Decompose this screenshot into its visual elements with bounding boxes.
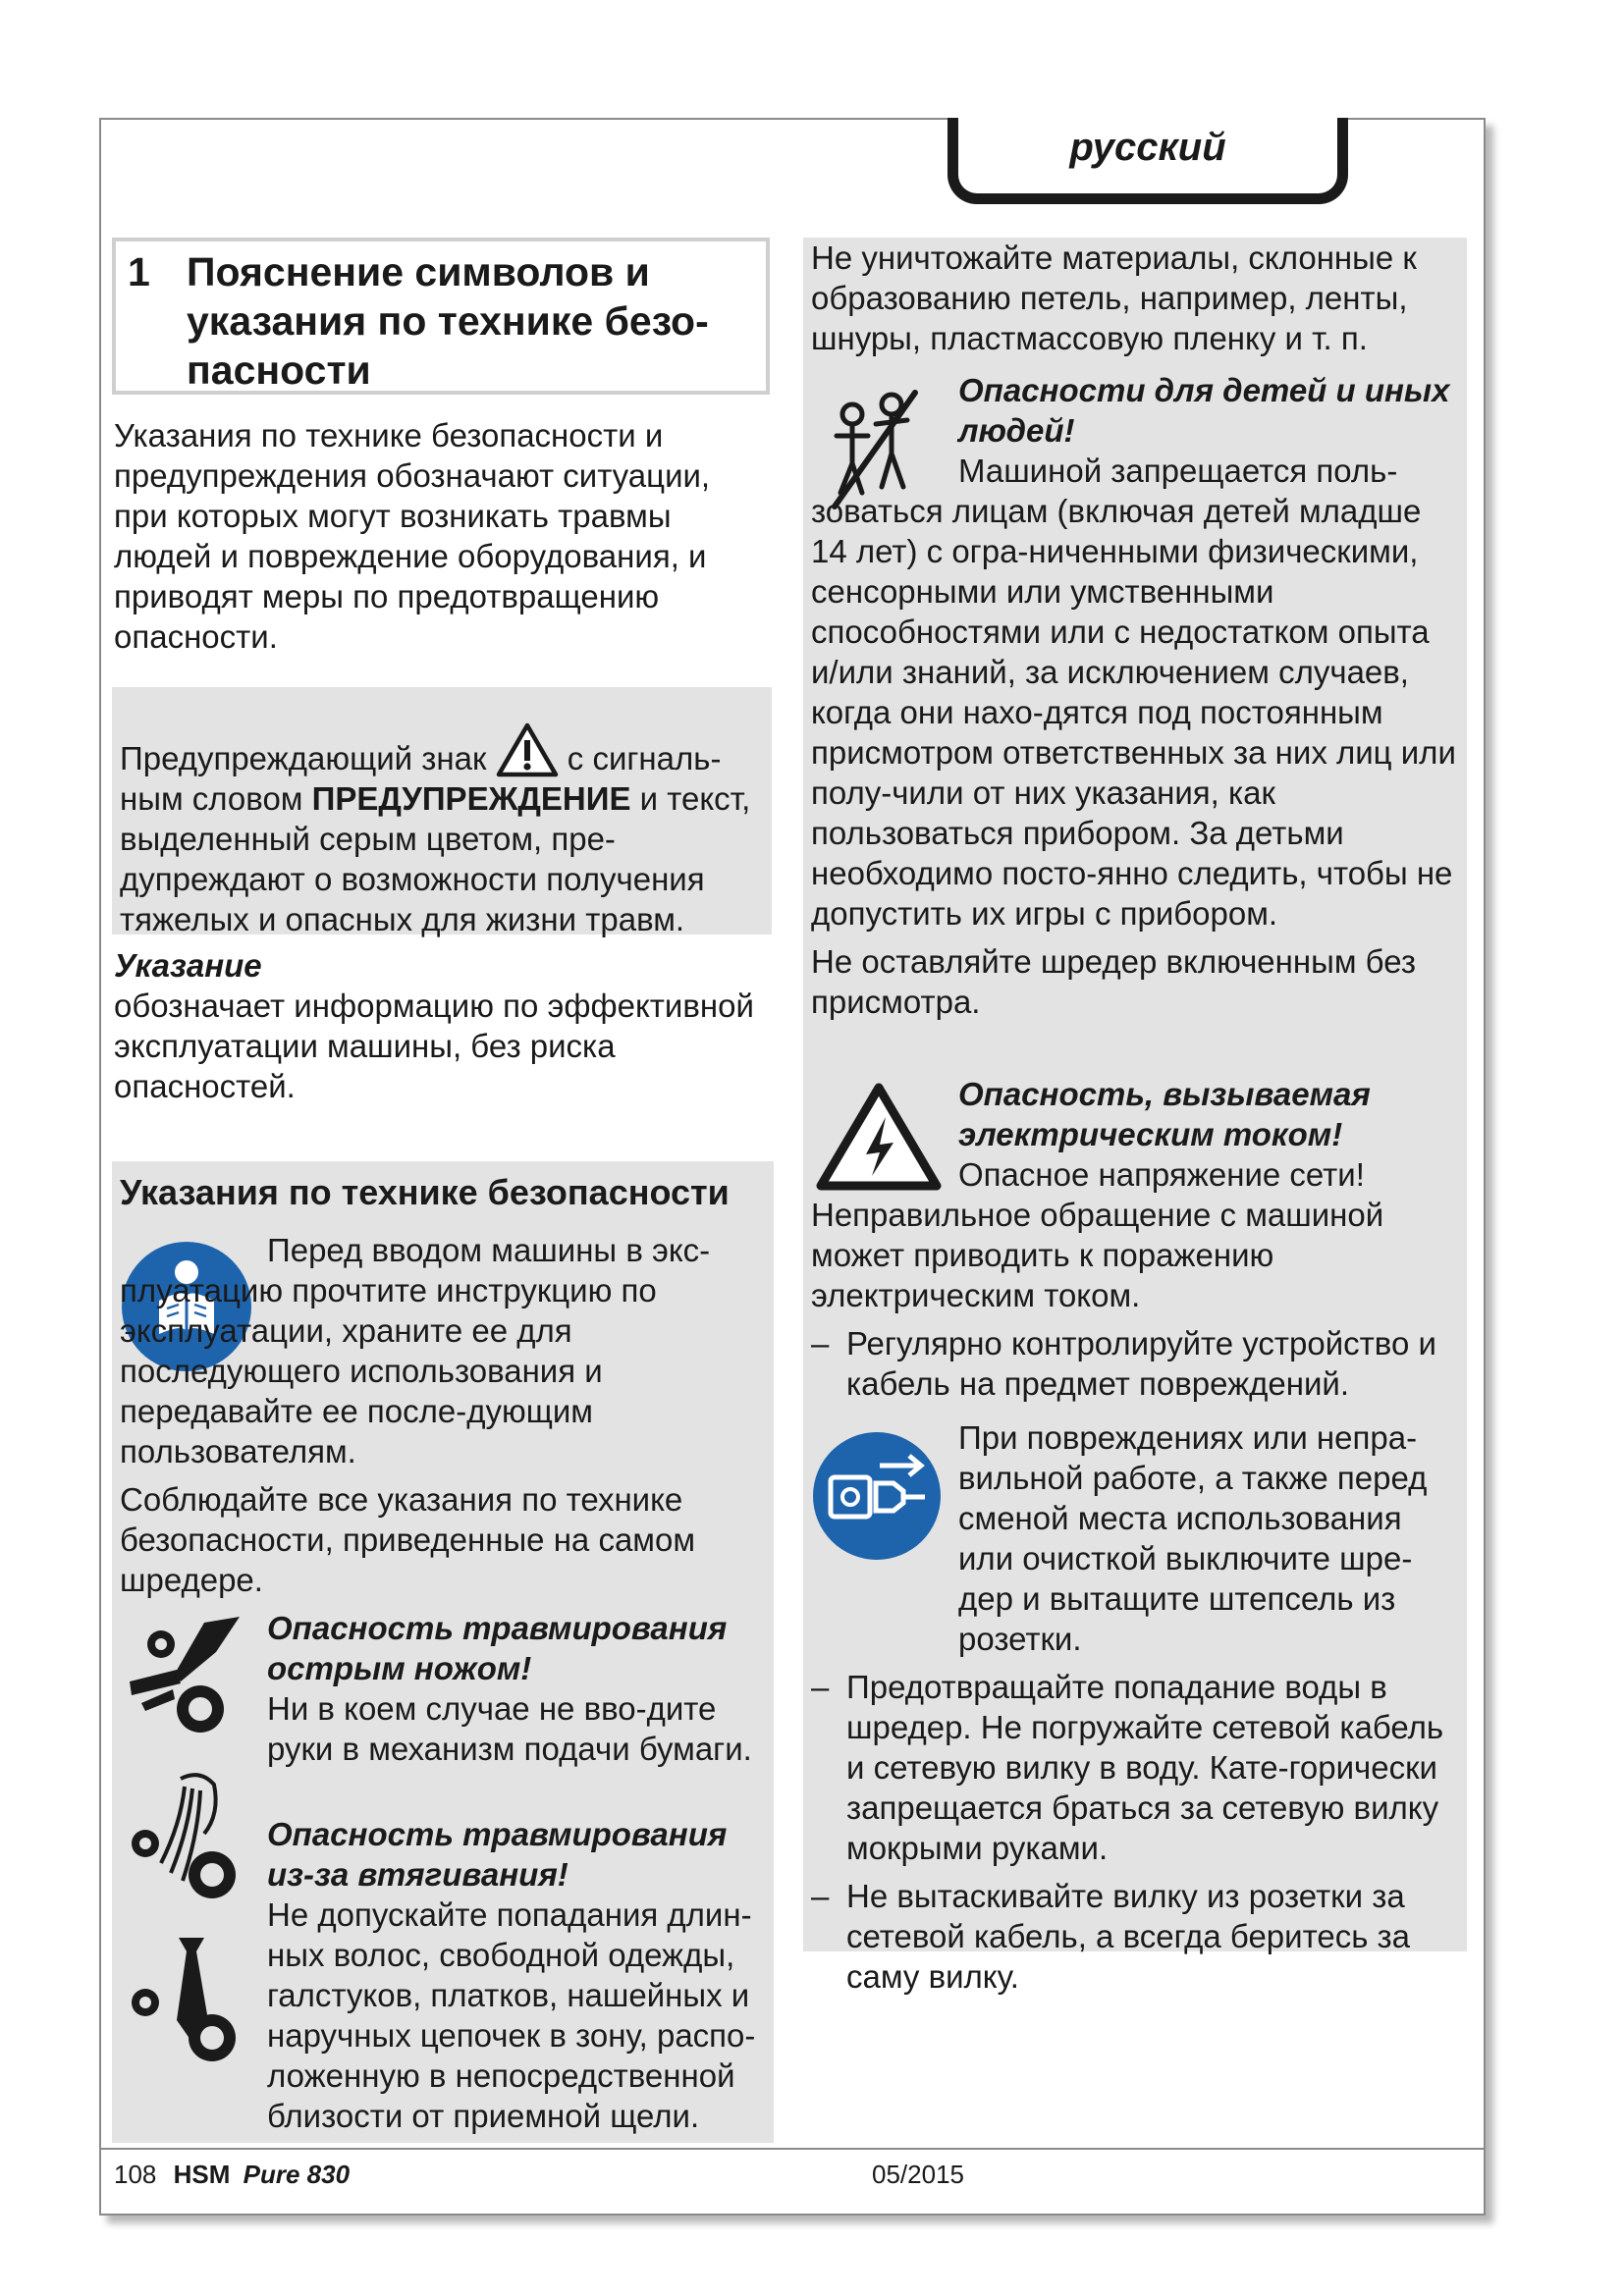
pull-title: Опасность травмирования из-за втягивания! <box>267 1816 728 1893</box>
tie-hazard-icon <box>122 1932 259 2079</box>
brand-logo: HSM <box>173 2160 231 2189</box>
children-block <box>811 370 1461 1022</box>
model-name: Pure 830 <box>243 2160 351 2189</box>
warning-text-2: с сигналь-ным словом <box>120 740 722 817</box>
hair-hazard-icon <box>122 1765 259 1912</box>
read-manual-block <box>120 1230 768 1600</box>
safety-heading: Указания по технике безопасности <box>120 1172 730 1212</box>
section-number: 1 <box>128 249 150 294</box>
dash-marker: – <box>811 1669 830 1705</box>
children-title: Опасности для детей и иных людей! <box>958 372 1450 449</box>
pull-text: Не допускайте попадания длин-ных волос, свободной одежды, галстуков, платков, нашейных и наручных цепочек в зону, распо-ложенную в непосредственной близости от приемной щели. <box>267 1896 756 2134</box>
electric-title: Опасность, вызываемая электрическим током! <box>958 1076 1371 1152</box>
observe-text: Соблюдайте все указания по технике безопасности, приведенные на самом шредере. <box>120 1481 696 1598</box>
bullet-cable <box>811 1876 1461 1997</box>
warning-box-text <box>112 687 772 939</box>
right-panel <box>803 238 1467 1995</box>
footer-date: 05/2015 <box>872 2160 964 2189</box>
bullet-cable-text: Не вытаскивайте вилку из розетки за сетевой кабель, а всегда беритесь за саму вилку. <box>846 1878 1411 1995</box>
note-block <box>114 945 774 1106</box>
knife-block <box>267 1608 766 1769</box>
dash-marker: – <box>811 1325 830 1362</box>
bullet-water-text: Предотвращайте попадание воды в шредер. Не погружайте сетевой кабель и сетевую вилку в воду. Кате-горически запрещается браться за сетевую вилку мокрыми руками. <box>846 1669 1444 1866</box>
footer-rule <box>99 2148 1484 2150</box>
safety-panel <box>112 1161 774 2143</box>
pull-block <box>267 1814 766 2136</box>
page-number: 108 <box>114 2160 157 2189</box>
knife-hazard-icon <box>122 1613 259 1750</box>
warning-box <box>112 687 772 937</box>
bullet-inspect-text: Регулярно контролируйте устройство и кабель на предмет повреждений. <box>846 1325 1436 1402</box>
dash-marker: – <box>811 1878 830 1914</box>
children-text: Машиной запрещается поль-зоваться лицам (включая детей младше 14 лет) с огра-ниченными физическими, сенсорными или умственными способностями или с недостатком опыта и/или знаний, за исключением случаев, когда они нахо-дятся под постоянным присмотром ответственных за них лиц или полу-чили от них указания, как пользоваться прибором. За детьми необходимо посто-янно следить, чтобы не допустить их игры с прибором. <box>811 453 1456 932</box>
section-title-box <box>112 238 770 395</box>
note-text: обозначает информацию по эффективной эксплуатации машины, без риска опасностей. <box>114 988 754 1104</box>
footer-left <box>114 2160 350 2190</box>
section-title: Пояснение символов и указания по технике безо-пасности <box>187 249 709 393</box>
warning-keyword: ПРЕДУПРЕЖДЕНИЕ <box>311 780 631 817</box>
intro-block <box>114 415 768 657</box>
note-title: Указание <box>114 947 262 984</box>
bullet-inspect <box>811 1323 1461 1404</box>
unplug-block <box>811 1417 1461 1997</box>
warning-triangle-icon <box>496 722 559 777</box>
knife-title: Опасность травмирования острым ножом! <box>267 1610 728 1686</box>
unplug-text-content: При повреждениях или непра-вильной работе, а также перед сменой места использования или очисткой выключите шре-дер и вытащите штепсель из розетки. <box>958 1419 1428 1657</box>
read-manual-text: Перед вводом машины в экс-плуатацию прочтите инструкцию по эксплуатации, храните ее для последующего использования и передавайте ее после-дующим пользователям. <box>120 1232 711 1469</box>
electric-block <box>811 1074 1461 1404</box>
warning-text-1: Предупреждающий знак <box>120 740 487 776</box>
knife-text: Ни в коем случае не вво-дите руки в механизм подачи бумаги. <box>267 1690 752 1767</box>
electric-text: Опасное напряжение сети! Неправильное обращение с машиной может приводить к поражению электрическим током. <box>811 1156 1384 1313</box>
bullet-water <box>811 1667 1461 1868</box>
warning-text-3: и текст, выделенный серым цветом, пре-дупреждают о возможности получения тяжелых и опасных для жизни травм. <box>120 780 751 937</box>
loops-text: Не уничтожайте материалы, склонные к образованию петель, например, ленты, шнуры, пластмассовую пленку и т. п. <box>811 240 1417 356</box>
loops-block <box>811 238 1461 358</box>
unplug-text <box>811 1417 1461 1659</box>
language-label: русский <box>1069 126 1226 169</box>
intro-text: Указания по технике безопасности и предупреждения обозначают ситуации, при которых могут возникать травмы людей и повреждение оборудования, и приводят меры по предотвращению опасности. <box>114 417 711 655</box>
language-tab <box>947 118 1348 204</box>
unattended-text: Не оставляйте шредер включенным без присмотра. <box>811 943 1416 1020</box>
